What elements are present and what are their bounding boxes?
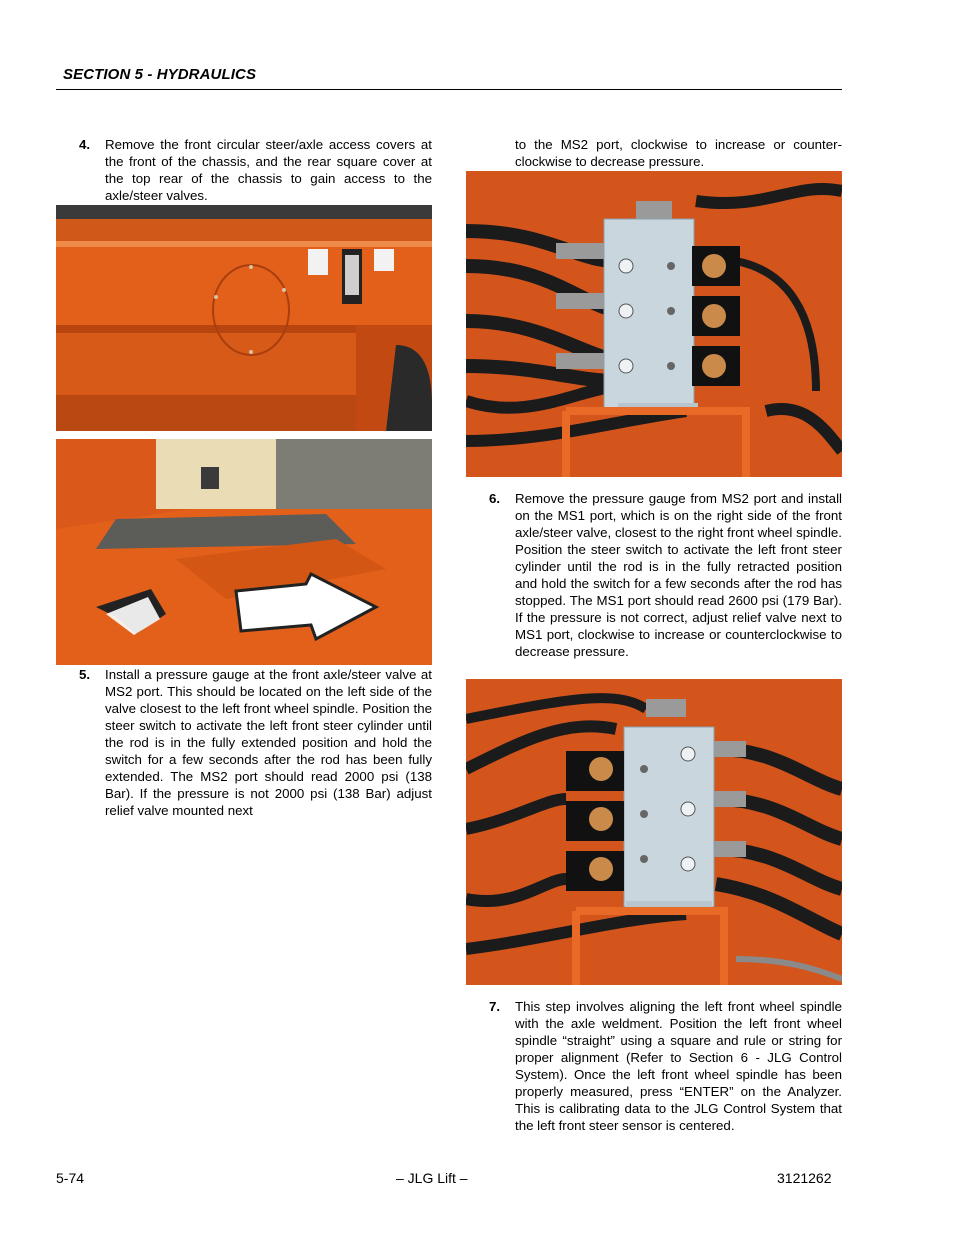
chassis-top-cover-photo — [56, 439, 432, 665]
axle-steer-valve-ms1-photo — [466, 679, 842, 985]
step-text: Install a pressure gauge at the front axle/steer valve at MS2 port. This should be located on the left side of the valve closest to the left front wheel spindle. Position the steer switch to activate the left front steer cylinder until the rod is in the fully extended position and hold the switch for a few seconds after the rod has been fully extended. The MS2 port should read 2000 psi (138 Bar). If the pressure is not 2000 psi (138 Bar) adjust relief valve mounted next — [105, 667, 432, 819]
step-5-continuation: to the MS2 port, clockwise to increase or counter-clockwise to decrease pressure. — [515, 137, 842, 170]
step-number: 7. — [489, 999, 501, 1014]
step-text: Remove the front circular steer/axle access covers at the front of the chassis, and the rear square cover at the top rear of the chassis to gain access to the axle/steer valves. — [105, 137, 432, 204]
step-7 — [489, 998, 842, 1134]
section-header-title: SECTION 5 - HYDRAULICS — [63, 66, 257, 83]
footer-doc-number: 3121262 — [777, 1170, 832, 1186]
chassis-side-cover-photo — [56, 205, 432, 431]
step-4 — [79, 136, 432, 204]
step-text: This step involves aligning the left front wheel spindle with the axle weldment. Position the left front wheel spindle “straight” using a square and rule or string for proper alignment (Refer to Section 6 - JLG Control System). Once the left front wheel spindle has been properly measured, press “ENTER” on the Analyzer. This is calibrating data to the JLG Control System that the left front steer sensor is centered. — [515, 999, 842, 1134]
step-number: 6. — [489, 491, 501, 506]
footer-page-number: 5-74 — [56, 1170, 85, 1186]
footer-center-title: – JLG Lift – — [396, 1170, 468, 1186]
axle-steer-valve-ms2-photo — [466, 171, 842, 477]
header-rule — [56, 89, 842, 90]
step-6 — [489, 490, 842, 660]
step-number: 5. — [79, 667, 91, 682]
step-number: 4. — [79, 137, 91, 152]
step-5 — [79, 666, 432, 819]
step-text: Remove the pressure gauge from MS2 port and install on the MS1 port, which is on the right side of the front axle/steer valve, closest to the right front wheel spindle. Position the steer switch to activate the left front steer cylinder until the rod is in the fully retracted position and hold the switch for a few seconds after the rod has stopped. The MS1 port should read 2600 psi (179 Bar). If the pressure is not correct, adjust relief valve next to MS1 port, clockwise to increase or counterclockwise to decrease pressure. — [515, 491, 842, 660]
